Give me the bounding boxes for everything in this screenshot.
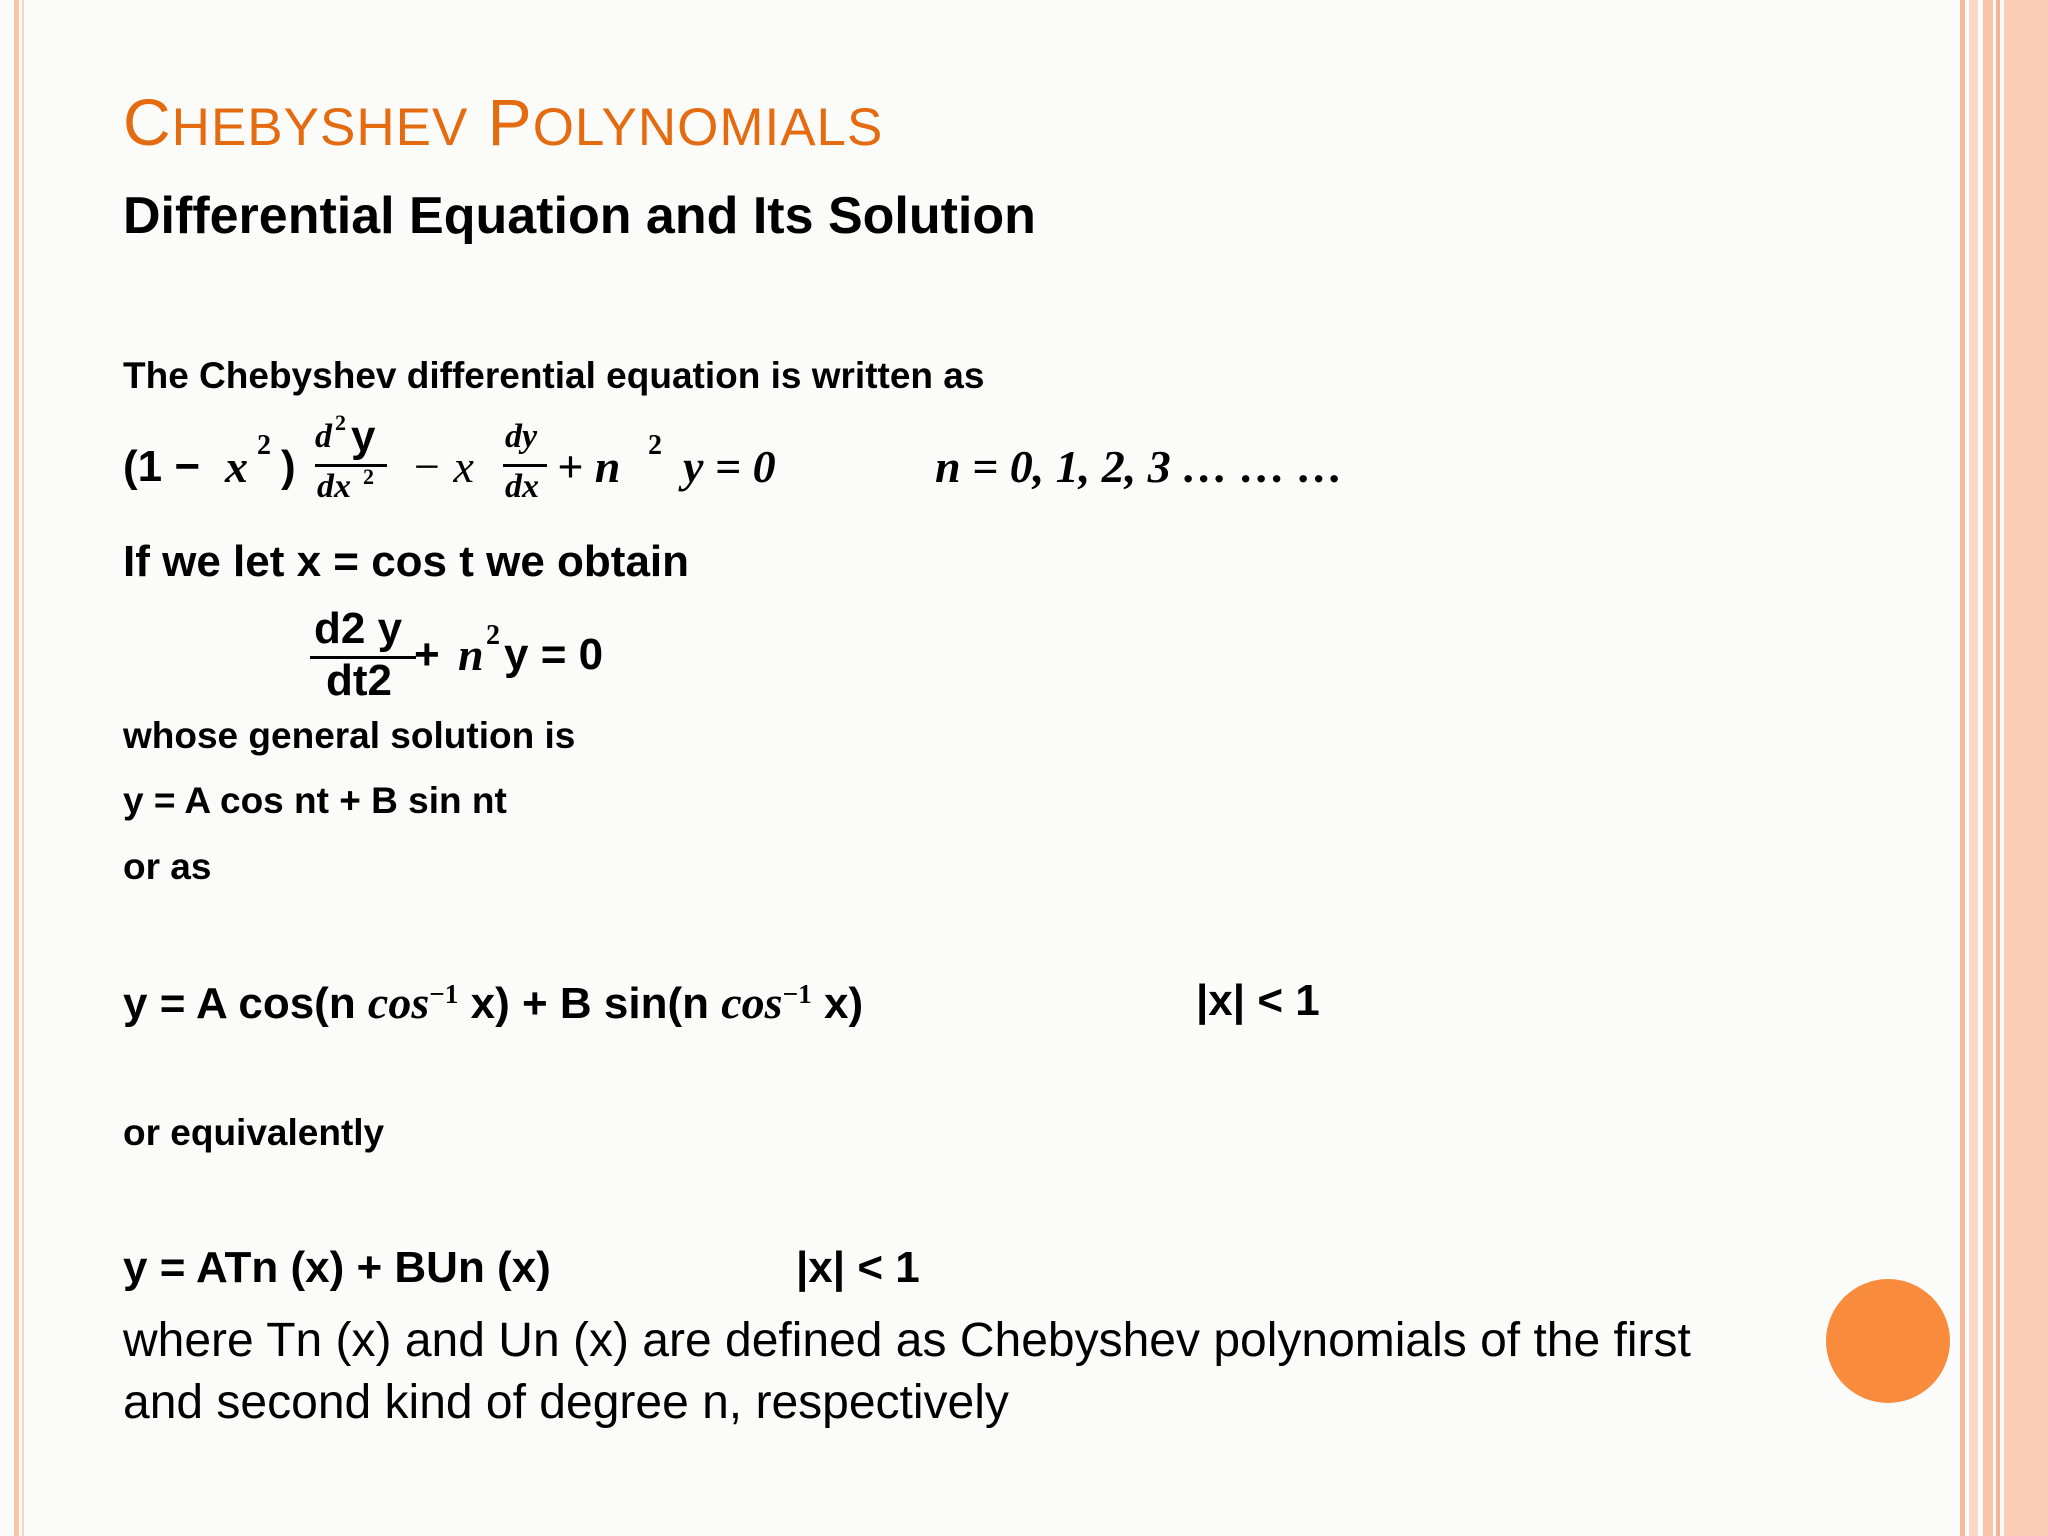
right-border-stripe	[1983, 0, 1993, 1536]
general-solution-text: whose general solution is	[123, 715, 576, 756]
right-border-stripe	[1996, 0, 2000, 1536]
slide-title: CHEBYSHEV POLYNOMIALS	[123, 85, 884, 159]
substitution-text: If we let x = cos t we obtain	[123, 537, 690, 586]
transformed-equation: d2 y dt2 + n 2 y = 0	[310, 600, 710, 700]
or-equivalently-text: or equivalently	[123, 1112, 385, 1153]
right-border-stripe	[1969, 0, 1978, 1536]
solution3-condition: |x| < 1	[796, 1243, 920, 1292]
slide-subtitle: Differential Equation and Its Solution	[123, 187, 1036, 245]
left-border-stripe	[14, 0, 19, 1536]
solution-condition: |x| < 1	[1196, 976, 1320, 1025]
right-border-stripe	[2004, 0, 2048, 1536]
solution-chebyshev-polynomials: y = ATn (x) + BUn (x)	[123, 1243, 551, 1292]
left-border-stripe	[22, 0, 24, 1536]
decorative-circle	[1826, 1279, 1950, 1403]
right-border-stripe	[1960, 0, 1965, 1536]
solution-cos-sin: y = A cos nt + B sin nt	[123, 780, 507, 821]
conclusion-text: where Tn (x) and Un (x) are defined as Chebyshev polynomials of the first and second kind of degree n, respectively	[123, 1314, 1691, 1429]
solution-inverse-cos: y = A cos(n $\cos^{-1} x) + B$ sin(n $\cos^{-1} x$)	[123, 977, 864, 1028]
intro-text: The Chebyshev differential equation is written as	[123, 355, 985, 396]
chebyshev-differential-equation: (1 − x 2 ) d 2 y dx 2 − x dy dx + n 2 y = 0 n = 0, 1, 2, 3 … … …	[123, 410, 1344, 505]
or-as-text: or as	[123, 846, 212, 887]
